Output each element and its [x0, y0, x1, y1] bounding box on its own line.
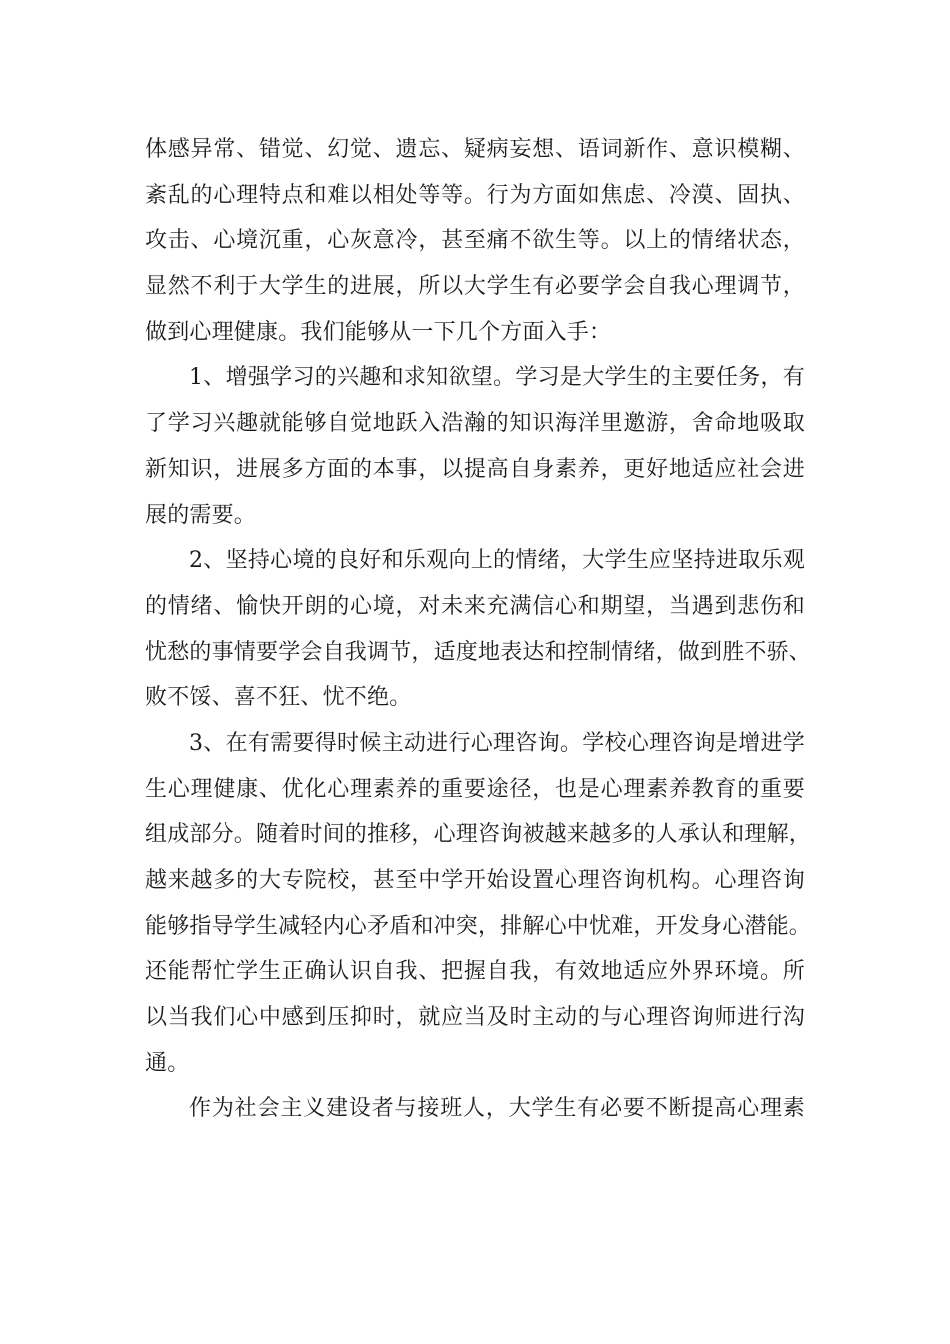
text-line: 展的需要。	[145, 502, 257, 528]
text-line: 败不馁、喜不狂、忧不绝。	[145, 685, 412, 711]
text-line: 新知识，进展多方面的本事，以提高自身素养，更好地适应社会进	[145, 456, 805, 482]
text-line: 攻击、心境沉重，心灰意冷，甚至痛不欲生等。以上的情绪状态，	[145, 228, 805, 254]
text-line: 紊乱的心理特点和难以相处等等。行为方面如焦虑、冷漠、固执、	[145, 182, 805, 208]
text-line: 能够指导学生减轻内心矛盾和冲突，排解心中忧难，开发身心潜能。	[145, 913, 812, 939]
text-line: 体感异常、错觉、幻觉、遗忘、疑病妄想、语词新作、意识模糊、	[145, 137, 805, 162]
text-line: 还能帮忙学生正确认识自我、把握自我，有效地适应外界环境。所	[145, 959, 805, 985]
text-line: 越来越多的大专院校，甚至中学开始设置心理咨询机构。心理咨询	[145, 868, 805, 893]
text-line: 3、在有需要得时候主动进行心理咨询。学校心理咨询是增进学	[189, 730, 805, 756]
text-line: 2、坚持心境的良好和乐观向上的情绪，大学生应坚持进取乐观	[189, 548, 805, 574]
text-line: 以当我们心中感到压抑时，就应当及时主动的与心理咨询师进行沟	[145, 1005, 805, 1031]
text-line: 了学习兴趣就能够自觉地跃入浩瀚的知识海洋里邀游，舍命地吸取	[145, 411, 805, 437]
text-line: 1、增强学习的兴趣和求知欲望。学习是大学生的主要任务，有	[189, 365, 805, 391]
text-line: 组成部分。随着时间的推移，心理咨询被越来越多的人承认和理解，	[145, 822, 812, 848]
document-body	[145, 127, 812, 1132]
text-line: 的情绪、愉快开朗的心境，对未来充满信心和期望，当遇到悲伤和	[145, 593, 805, 619]
text-line: 做到心理健康。我们能够从一下几个方面入手：	[145, 319, 612, 345]
text-line: 通。	[145, 1050, 190, 1076]
text-line: 作为社会主义建设者与接班人，大学生有必要不断提高心理素	[189, 1096, 805, 1122]
text-line: 显然不利于大学生的进展，所以大学生有必要学会自我心理调节，	[145, 274, 805, 300]
text-line: 生心理健康、优化心理素养的重要途径，也是心理素养教育的重要	[145, 776, 805, 802]
text-line: 忧愁的事情要学会自我调节，适度地表达和控制情绪，做到胜不骄、	[145, 639, 812, 665]
